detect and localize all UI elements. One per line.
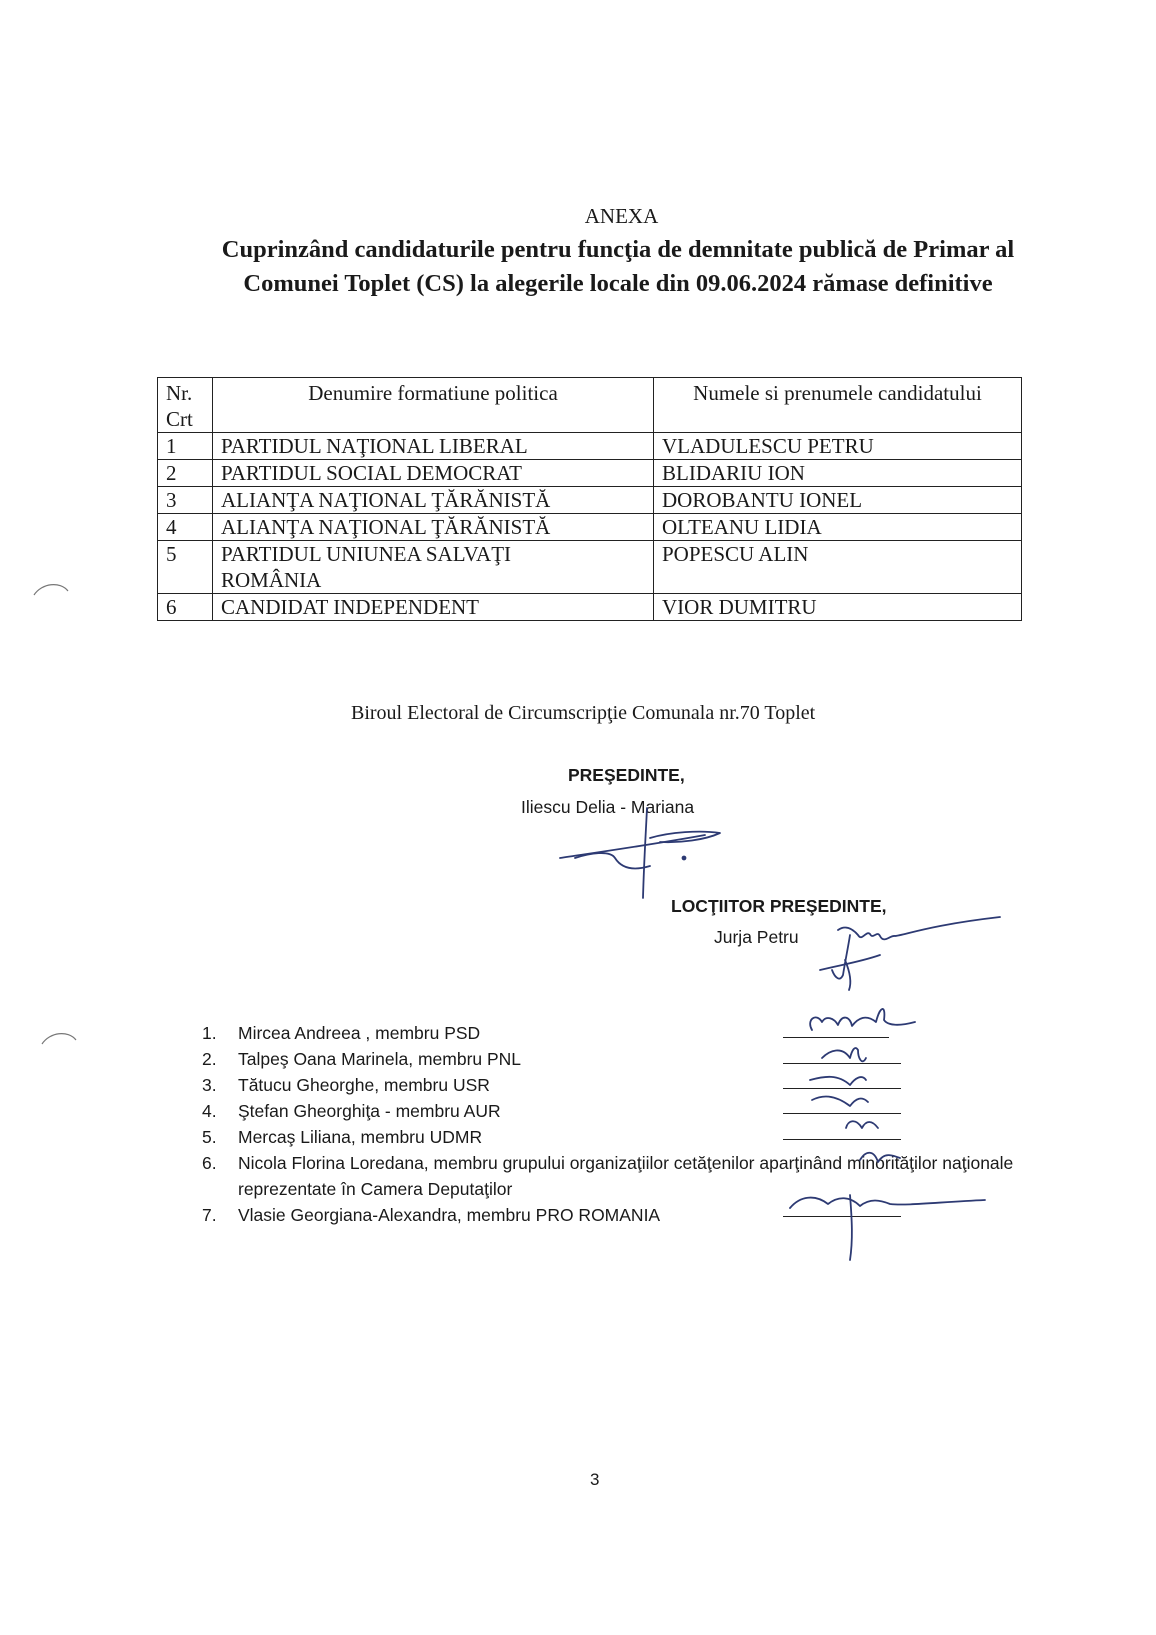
list-item: 1. Mircea Andreea , membru PSD bbox=[202, 1023, 481, 1043]
member-signatures bbox=[790, 1009, 985, 1260]
page-number: 3 bbox=[590, 1470, 600, 1489]
punch-hole-mark bbox=[40, 1026, 80, 1048]
row-number: 3 bbox=[158, 487, 213, 514]
electoral-office-label: Biroul Electoral de Circumscripţie Comunala nr.70 Toplet bbox=[351, 702, 816, 724]
vice-president-title: LOCŢIITOR PREŞEDINTE, bbox=[671, 896, 887, 916]
list-item: 2. Talpeş Oana Marinela, membru PNL bbox=[202, 1049, 522, 1069]
candidate-name: POPESCU ALIN bbox=[654, 541, 1022, 594]
list-item: 5. Mercaş Liliana, membru UDMR bbox=[202, 1127, 483, 1147]
list-item: 7. Vlasie Georgiana-Alexandra, membru PRO ROMANIA bbox=[202, 1205, 661, 1225]
party-name: PARTIDUL UNIUNEA SALVAŢI ROMÂNIA bbox=[213, 541, 654, 594]
document-title-line-2: Comunei Toplet (CS) la alegerile locale din 09.06.2024 rămase definitive bbox=[243, 270, 993, 297]
president-signature bbox=[560, 808, 720, 898]
candidate-name: DOROBANTU IONEL bbox=[654, 487, 1022, 514]
party-name: ALIANŢA NAŢIONAL ŢĂRĂNISTĂ bbox=[213, 487, 654, 514]
president-title: PREŞEDINTE, bbox=[568, 765, 685, 785]
row-number: 6 bbox=[158, 594, 213, 621]
row-number: 2 bbox=[158, 460, 213, 487]
party-name: CANDIDAT INDEPENDENT bbox=[213, 594, 654, 621]
vice-president-signature bbox=[820, 917, 1000, 990]
president-name: Iliescu Delia - Mariana bbox=[521, 797, 695, 817]
party-name: PARTIDUL SOCIAL DEMOCRAT bbox=[213, 460, 654, 487]
candidate-name: VLADULESCU PETRU bbox=[654, 433, 1022, 460]
punch-hole-mark bbox=[32, 577, 72, 599]
list-item: 4. Ştefan Gheorghiţa - membru AUR bbox=[202, 1101, 501, 1121]
row-number: 4 bbox=[158, 514, 213, 541]
party-name: PARTIDUL NAŢIONAL LIBERAL bbox=[213, 433, 654, 460]
annex-label: ANEXA bbox=[584, 204, 659, 228]
column-header-candidate: Numele si prenumele candidatului bbox=[654, 378, 1022, 433]
column-header-party: Denumire formatiune politica bbox=[213, 378, 654, 433]
row-number: 1 bbox=[158, 433, 213, 460]
candidate-name: OLTEANU LIDIA bbox=[654, 514, 1022, 541]
list-item: 6. Nicola Florina Loredana, membru grupului organizaţiilor cetăţenilor aparţinând minorităţilor naţionale reprezentate în Camera Deputaţilor bbox=[202, 1153, 1014, 1199]
row-number: 5 bbox=[158, 541, 213, 594]
document-title-line-1: Cuprinzând candidaturile pentru funcţia de demnitate publică de Primar al bbox=[221, 236, 1015, 263]
party-name: ALIANŢA NAŢIONAL ŢĂRĂNISTĂ bbox=[213, 514, 654, 541]
column-header-nr: Nr. Crt bbox=[158, 378, 213, 433]
list-item: 3. Tătucu Gheorghe, membru USR bbox=[202, 1075, 490, 1095]
candidate-name: BLIDARIU ION bbox=[654, 460, 1022, 487]
candidate-name: VIOR DUMITRU bbox=[654, 594, 1022, 621]
vice-president-name: Jurja Petru bbox=[714, 927, 799, 947]
